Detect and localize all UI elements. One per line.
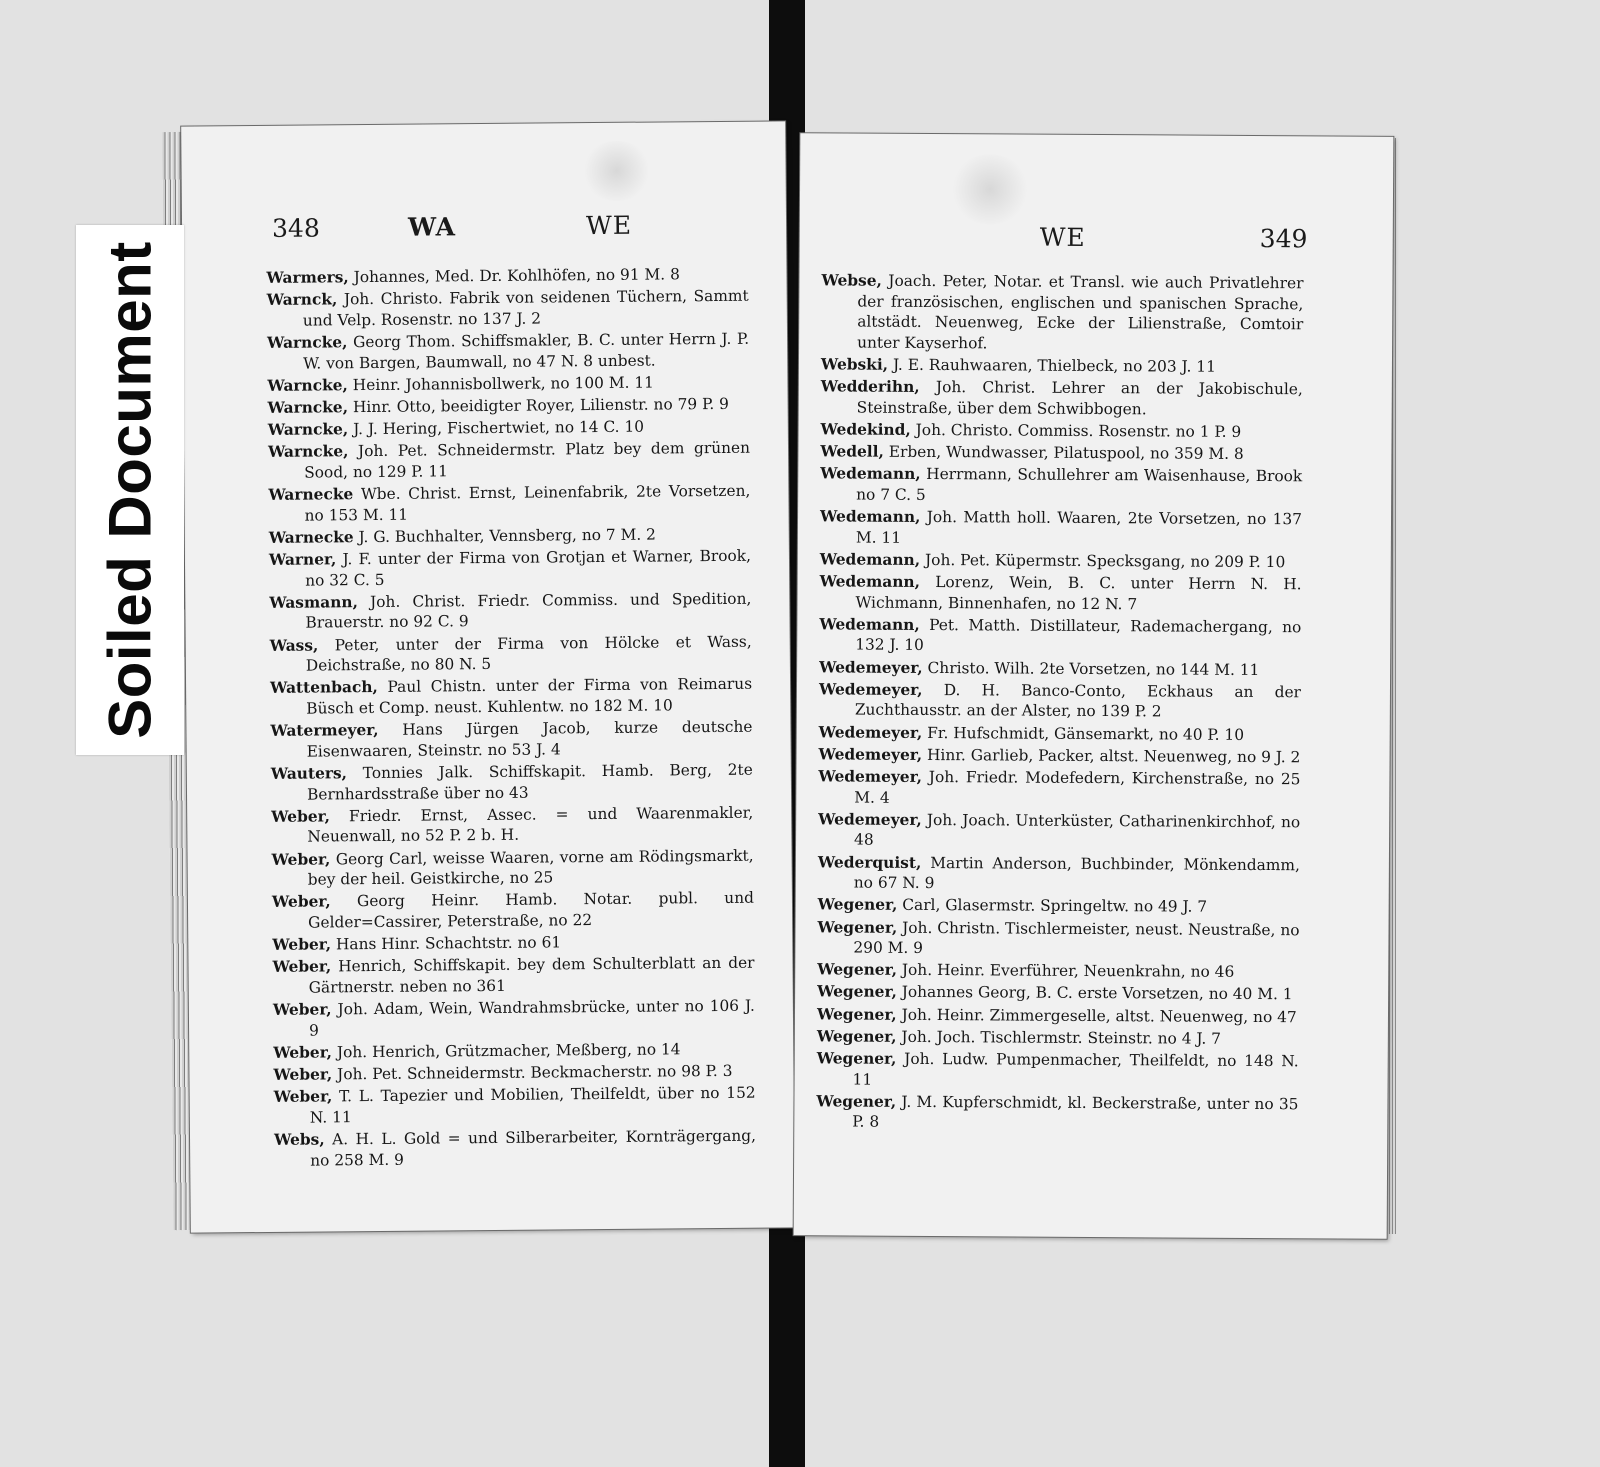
- entry-details: Joh. Henrich, Grützmacher, Meßberg, no 14: [336, 1040, 681, 1062]
- directory-entry: [272, 953, 754, 998]
- entry-details: T. L. Tapezier und Mobilien, Theilfeldt, über no 152 N. 11: [309, 1083, 756, 1127]
- entry-details: J. J. Hering, Fischertwiet, no 14 C. 10: [353, 417, 645, 439]
- entry-name: Warnck,: [266, 290, 338, 310]
- entry-name: Weber,: [272, 935, 332, 954]
- entry-details: Joh. Adam, Wein, Wandrahmsbrücke, unter no 106 J. 9: [308, 996, 755, 1040]
- directory-entry: [820, 506, 1302, 550]
- directory-entry: [270, 631, 752, 676]
- entry-name: Webse,: [821, 271, 882, 290]
- entry-details: Hans Hinr. Schachtstr. no 61: [335, 933, 562, 954]
- entry-details: Joh. Heinr. Zimmergeselle, altst. Neuenweg, no 47: [901, 1005, 1297, 1026]
- directory-entry: [273, 1039, 755, 1064]
- entry-details: J. M. Kupferschmidt, kl. Beckerstraße, unter no 35 P. 8: [852, 1092, 1299, 1132]
- entry-details: Joh. Christo. Commiss. Rosenstr. no 1 P. 9: [915, 420, 1242, 441]
- directory-entry: [819, 571, 1301, 615]
- entry-details: Joh. Ludw. Pumpenmacher, Theilfeldt, no 148 N. 11: [852, 1049, 1299, 1089]
- entry-details: Joach. Peter, Notar. et Transl. wie auch Privatlehrer der französischen, englischen und spanischen Sprache, altstädt. Neuenweg, Ecke der Lilienstraße, Comtoir unter Kayserhof.: [857, 271, 1304, 353]
- entry-details: Georg Carl, weisse Waaren, vorne am Rödingsmarkt, bey der heil. Geistkirche, no 25: [307, 846, 754, 889]
- entry-details: Heinr. Johannisbollwerk, no 100 M. 11: [352, 373, 654, 394]
- directory-entry: [273, 1061, 755, 1086]
- directory-entry: [270, 674, 752, 719]
- entry-details: Joh. Matth holl. Waaren, 2te Vorsetzen, no 137 M. 11: [855, 508, 1303, 547]
- entry-details: Johannes, Med. Dr. Kohlhöfen, no 91 M. 8: [353, 265, 680, 287]
- entry-name: Wegener,: [816, 1049, 897, 1068]
- directory-entry: [818, 895, 1300, 919]
- directory-entry: [269, 589, 751, 634]
- directory-entry: [821, 270, 1303, 355]
- entry-details: Christo. Wilh. 2te Vorsetzen, no 144 M. 11: [927, 658, 1260, 679]
- directory-entry-list: [266, 264, 756, 1173]
- entry-name: Wedemann,: [820, 464, 921, 484]
- entry-details: Joh. Pet. Küpermstr. Specksgang, no 209 P. 10: [924, 550, 1286, 572]
- directory-entry: [272, 888, 754, 933]
- directory-entry: [817, 917, 1299, 961]
- entry-name: Wegener,: [817, 960, 898, 980]
- entry-details: Peter, unter der Firma von Hölcke et Wass, Deichstraße, no 80 N. 5: [305, 632, 752, 675]
- entry-name: Weber,: [272, 1000, 332, 1019]
- entry-details: Hans Jürgen Jacob, kurze deutsche Eisenwaaren, Steinstr. no 53 J. 4: [306, 717, 753, 761]
- entry-details: Tonnies Jalk. Schiffskapit. Hamb. Berg, 2te Bernhardsstraße über no 43: [306, 760, 753, 804]
- directory-entry: [818, 852, 1300, 896]
- entry-name: Wedekind,: [820, 420, 911, 439]
- entry-details: J. G. Buchhalter, Vennsberg, no 7 M. 2: [358, 525, 656, 546]
- entry-name: Wattenbach,: [270, 678, 378, 698]
- soiled-document-label: Soiled Document: [96, 241, 164, 739]
- directory-entry: [816, 1091, 1298, 1135]
- running-head: WE: [1039, 222, 1086, 252]
- page-number: 349: [1259, 224, 1308, 254]
- directory-entry: [267, 286, 749, 331]
- entry-details: J. F. unter der Firma von Grotjan et Warner, Brook, no 32 C. 5: [305, 546, 752, 590]
- entry-details: Georg Thom. Schiffsmakler, B. C. unter Herrn J. P. W. von Bargen, Baumwall, no 47 N. 8 unbest.: [303, 329, 750, 373]
- entry-details: Henrich, Schiffskapit. bey dem Schulterblatt an der Gärtnerstr. neben no 361: [308, 953, 755, 997]
- entry-details: Wbe. Christ. Ernst, Leinenfabrik, 2te Vorsetzen, no 153 M. 11: [304, 481, 751, 525]
- left-page: [181, 121, 795, 1232]
- directory-entry: [269, 546, 751, 591]
- entry-details: J. E. Rauhwaaren, Thielbeck, no 203 J. 11: [892, 355, 1216, 376]
- entry-details: Pet. Matth. Distillateur, Rademachergang, no 132 J. 10: [855, 615, 1302, 655]
- entry-name: Warncke,: [267, 442, 349, 462]
- entry-name: Wedemeyer,: [818, 745, 923, 764]
- entry-details: Herrmann, Schullehrer am Waisenhause, Brook no 7 C. 5: [856, 465, 1303, 504]
- directory-entry: [817, 1026, 1299, 1050]
- entry-name: Weber,: [273, 1087, 333, 1107]
- directory-entry: [820, 441, 1302, 465]
- directory-entry: [271, 760, 753, 805]
- directory-entry: [818, 809, 1300, 853]
- entry-name: Weber,: [273, 1065, 333, 1084]
- directory-entry: [274, 1126, 756, 1171]
- directory-entry: [272, 931, 754, 956]
- entry-name: Weber,: [271, 807, 331, 826]
- entry-name: Wauters,: [270, 764, 348, 783]
- entry-name: Weber,: [273, 1043, 333, 1062]
- entry-name: Wedemeyer,: [818, 767, 923, 786]
- entry-name: Warnecke: [268, 528, 354, 547]
- right-page-header: [800, 221, 1393, 265]
- entry-name: Wegener,: [816, 1027, 897, 1046]
- entry-details: D. H. Banco-Conto, Eckhaus an der Zuchthausstr. an der Alster, no 139 P. 2: [854, 680, 1302, 721]
- entry-name: Warncke,: [267, 375, 348, 395]
- entry-details: Georg Heinr. Hamb. Notar. publ. und Gelder=Cassirer, Peterstraße, no 22: [308, 889, 755, 932]
- directory-entry: [821, 354, 1303, 378]
- entry-name: Webski,: [820, 355, 889, 374]
- directory-entry: [270, 717, 752, 762]
- entry-details: Joh. Christ. Lehrer an der Jakobischule, Steinstraße, über dem Schwibbogen.: [856, 378, 1303, 419]
- right-page: [794, 133, 1394, 1239]
- directory-entry: [817, 982, 1299, 1006]
- directory-entry: [818, 766, 1300, 810]
- left-page-header: [182, 209, 786, 254]
- entry-name: Wedemeyer,: [819, 657, 923, 677]
- entry-name: Wedderihn,: [820, 377, 920, 397]
- entry-details: Joh. Heinr. Everführer, Neuenkrahn, no 46: [901, 961, 1235, 982]
- directory-entry: [820, 419, 1302, 443]
- directory-entry: [271, 802, 753, 847]
- directory-entry: [817, 960, 1299, 984]
- entry-name: Wedell,: [820, 442, 884, 461]
- running-head-first: WA: [407, 212, 457, 242]
- directory-entry: [267, 329, 749, 374]
- entry-name: Weber,: [271, 892, 331, 912]
- directory-entry: [266, 264, 748, 289]
- directory-entry: [274, 1083, 756, 1128]
- entry-details: Hinr. Otto, beeidigter Royer, Lilienstr. no 79 P. 9: [352, 394, 729, 417]
- entry-name: Warncke,: [266, 333, 348, 352]
- directory-entry: [268, 481, 750, 526]
- entry-name: Webs,: [273, 1130, 325, 1149]
- entry-name: Wegener,: [816, 1092, 897, 1111]
- entry-name: Wedemann,: [819, 572, 921, 592]
- entry-details: Joh. Christ. Friedr. Commiss. und Spedition, Brauerstr. no 92 C. 9: [305, 589, 752, 633]
- entry-details: Joh. Joch. Tischlermstr. Steinstr. no 4 J. 7: [901, 1027, 1222, 1048]
- directory-entry: [268, 438, 750, 483]
- entry-name: Wedemeyer,: [818, 680, 923, 699]
- stain-mark: [950, 154, 1030, 224]
- entry-name: Wedemeyer,: [818, 810, 922, 829]
- entry-details: Martin Anderson, Buchbinder, Mönkendamm, no 67 N. 9: [853, 853, 1300, 893]
- entry-details: Joh. Pet. Schneidermstr. Platz bey dem grünen Sood, no 129 P. 11: [304, 439, 751, 482]
- stain-mark: [581, 141, 652, 202]
- entry-name: Warmers,: [266, 268, 349, 287]
- directory-entry: [820, 549, 1302, 573]
- entry-name: Wedemann,: [819, 615, 920, 634]
- entry-name: Wegener,: [816, 1004, 897, 1024]
- entry-name: Warner,: [268, 550, 337, 569]
- entry-name: Warncke,: [267, 420, 349, 440]
- entry-details: Erben, Wundwasser, Pilatuspool, no 359 M. 8: [888, 442, 1244, 464]
- entry-details: Joh. Christn. Tischlermeister, neust. Neustraße, no 290 M. 9: [853, 918, 1300, 958]
- entry-details: Friedr. Ernst, Assec. = und Waarenmakler, Neuenwall, no 52 P. 2 b. H.: [307, 803, 754, 846]
- directory-entry: [817, 1004, 1299, 1028]
- entry-name: Wegener,: [817, 917, 898, 937]
- entry-details: Hinr. Garlieb, Packer, altst. Neuenweg, no 9 J. 2: [926, 745, 1301, 767]
- entry-name: Wedemann,: [819, 550, 921, 569]
- directory-entry: [819, 614, 1301, 658]
- running-head-last: WE: [585, 210, 633, 241]
- entry-details: Lorenz, Wein, B. C. unter Herrn N. H. Wichmann, Binnenhafen, no 12 N. 7: [855, 573, 1302, 613]
- entry-details: Joh. Friedr. Modefedern, Kirchenstraße, no 25 M. 4: [854, 767, 1301, 807]
- directory-entry: [819, 722, 1301, 746]
- directory-entry: [273, 996, 755, 1041]
- entry-details: Joh. Pet. Schneidermstr. Beckmacherstr. no 98 P. 3: [337, 1061, 733, 1084]
- entry-name: Watermeyer,: [270, 721, 379, 741]
- entry-details: Fr. Hufschmidt, Gänsemarkt, no 40 P. 10: [927, 723, 1245, 744]
- page-number: 348: [271, 213, 320, 243]
- entry-name: Wegener,: [817, 895, 898, 915]
- entry-name: Wasmann,: [269, 592, 358, 612]
- directory-entry: [269, 524, 751, 549]
- directory-entry: [267, 371, 749, 396]
- directory-entry: [268, 416, 750, 441]
- directory-entry: [820, 464, 1302, 508]
- directory-entry: [819, 744, 1301, 768]
- entry-name: Warncke,: [267, 398, 349, 417]
- directory-entry: [819, 679, 1301, 723]
- entry-name: Wegener,: [817, 982, 897, 1002]
- entry-name: Weber,: [272, 957, 332, 977]
- entry-name: Wedemann,: [819, 507, 921, 527]
- entry-details: Paul Chistn. unter der Firma von Reimarus Büsch et Comp. neust. Kuhlentw. no 182 M. 10: [306, 675, 753, 718]
- entry-name: Wedemeyer,: [818, 722, 923, 742]
- directory-entry: [268, 394, 750, 419]
- entry-details: Joh. Christo. Fabrik von seidenen Tüchern, Sammt und Velp. Rosenstr. no 137 J. 2: [302, 286, 749, 330]
- directory-entry: [821, 376, 1303, 420]
- entry-name: Weber,: [271, 849, 331, 869]
- directory-entry: [817, 1048, 1299, 1092]
- entry-name: Wederquist,: [817, 852, 922, 872]
- entry-name: Warnecke: [268, 485, 354, 505]
- entry-details: A. H. L. Gold = und Silberarbeiter, Kornträgergang, no 258 M. 9: [310, 1126, 757, 1170]
- entry-details: Joh. Joach. Unterküster, Catharinenkirchhof, no 48: [854, 810, 1301, 850]
- entry-name: Wass,: [269, 636, 319, 655]
- directory-entry: [819, 657, 1301, 681]
- directory-entry-list: [816, 270, 1303, 1137]
- entry-details: Johannes Georg, B. C. erste Vorsetzen, no 40 M. 1: [901, 983, 1293, 1004]
- entry-details: Carl, Glasermstr. Springeltw. no 49 J. 7: [902, 896, 1208, 917]
- directory-entry: [271, 845, 753, 890]
